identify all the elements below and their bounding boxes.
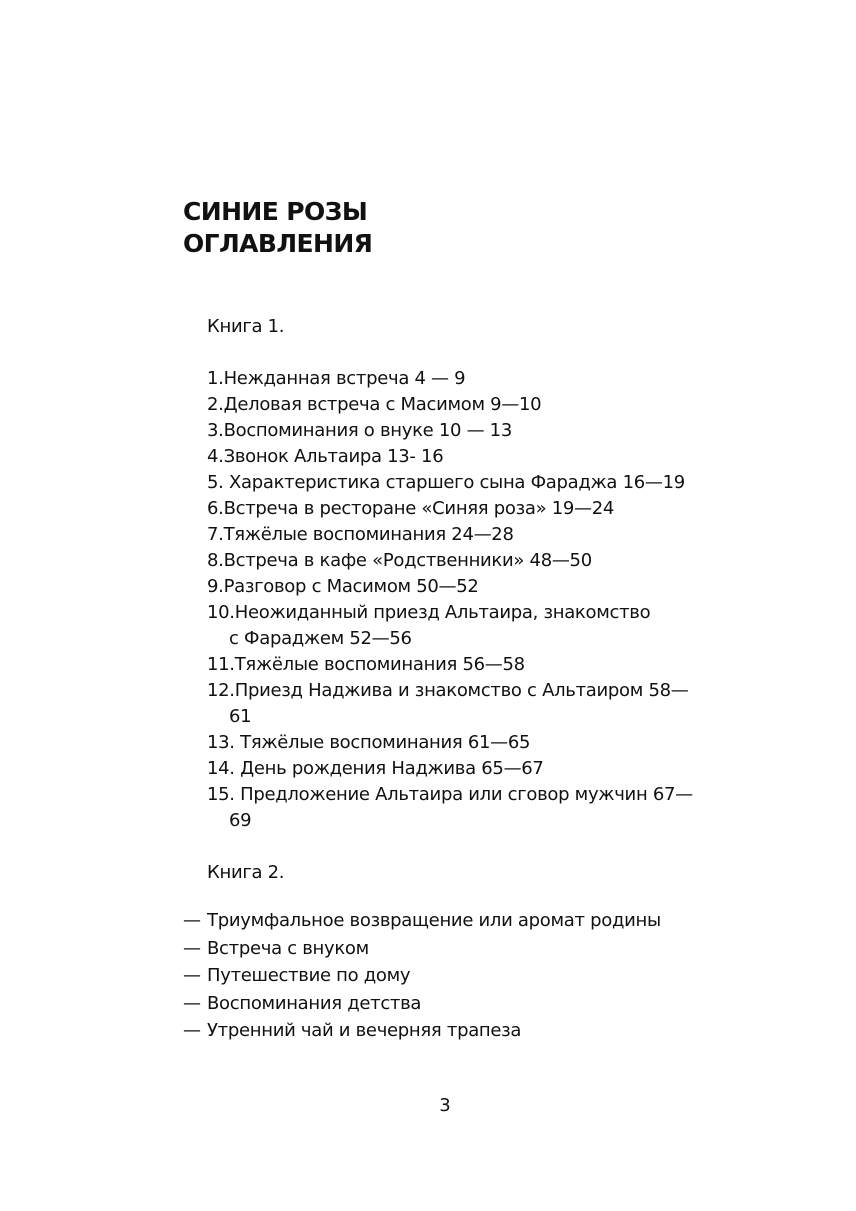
toc-item-text: 6.Встреча в ресторане «Синяя роза» 19—24: [207, 498, 615, 519]
dash-bullet: —: [183, 910, 201, 931]
toc-item-text: 15. Предложение Альтаира или сговор мужчин 67—: [207, 784, 693, 805]
toc-item-continuation: 61: [229, 706, 252, 727]
toc-item-continuation: 69: [229, 810, 252, 831]
list-item-text: Путешествие по дому: [207, 965, 411, 986]
toc-item: [207, 444, 687, 470]
toc-item-text: 8.Встреча в кафе «Родственники» 48—50: [207, 550, 592, 571]
list-item: [183, 990, 661, 1018]
toc-item: [207, 548, 687, 574]
page-number: 3: [439, 1095, 451, 1116]
title-line-2: ОГЛАВЛЕНИЯ: [183, 229, 373, 258]
page-title: [183, 196, 372, 260]
toc-item-text: 10.Неожиданный приезд Альтаира, знакомство: [207, 602, 651, 623]
toc-item-continuation: с Фараджем 52—56: [229, 628, 412, 649]
toc-item: [207, 366, 687, 392]
list-item-text: Воспоминания детства: [207, 992, 422, 1014]
toc-item-text: 13. Тяжёлые воспоминания 61—65: [207, 732, 531, 753]
dash-bullet: —: [183, 992, 201, 1014]
list-item-text: Утренний чай и вечерняя трапеза: [207, 1020, 522, 1041]
list-item: [183, 935, 661, 963]
toc-item-text: 1.Нежданная встреча 4 — 9: [207, 368, 466, 389]
toc-item: [207, 652, 687, 678]
dash-bullet: —: [183, 965, 201, 986]
toc-item-text: 5. Характеристика старшего сына Фараджа 16—19: [207, 472, 685, 493]
book-2-heading: Книга 2.: [207, 862, 285, 883]
list-item: [183, 1017, 661, 1045]
book-1-heading: Книга 1.: [207, 316, 285, 337]
toc-item: [207, 730, 687, 756]
toc-item: [207, 678, 687, 730]
book-2-chapter-list: [183, 907, 661, 1045]
toc-item-text: 14. День рождения Наджива 65—67: [207, 758, 544, 779]
dash-bullet: —: [183, 1020, 201, 1041]
toc-item: [207, 470, 687, 496]
toc-item: [207, 756, 687, 782]
list-item-text: Триумфальное возвращение или аромат родины: [207, 910, 661, 931]
toc-item-text: 9.Разговор с Масимом 50—52: [207, 576, 479, 597]
toc-item: [207, 496, 687, 522]
toc-item: [207, 418, 687, 444]
toc-item: [207, 600, 687, 652]
toc-item: [207, 782, 693, 834]
toc-item-text: 7.Тяжёлые воспоминания 24—28: [207, 524, 514, 545]
toc-item: [207, 574, 687, 600]
dash-bullet: —: [183, 937, 201, 959]
toc-item-text: 4.Звонок Альтаира 13- 16: [207, 446, 444, 467]
toc-item: [207, 522, 687, 548]
list-item: [183, 907, 661, 935]
toc-item-text: 2.Деловая встреча с Масимом 9—10: [207, 394, 542, 415]
toc-item-text: 3.Воспоминания о внуке 10 — 13: [207, 420, 512, 441]
list-item-text: Встреча с внуком: [207, 937, 369, 959]
toc-item-text: 12.Приезд Наджива и знакомство с Альтаиром 58—: [207, 680, 689, 701]
title-line-1: СИНИЕ РОЗЫ: [183, 197, 368, 226]
book-1-chapter-list: [207, 366, 693, 834]
toc-item: [207, 392, 687, 418]
toc-item-text: 11.Тяжёлые воспоминания 56—58: [207, 654, 525, 675]
list-item: [183, 962, 661, 990]
